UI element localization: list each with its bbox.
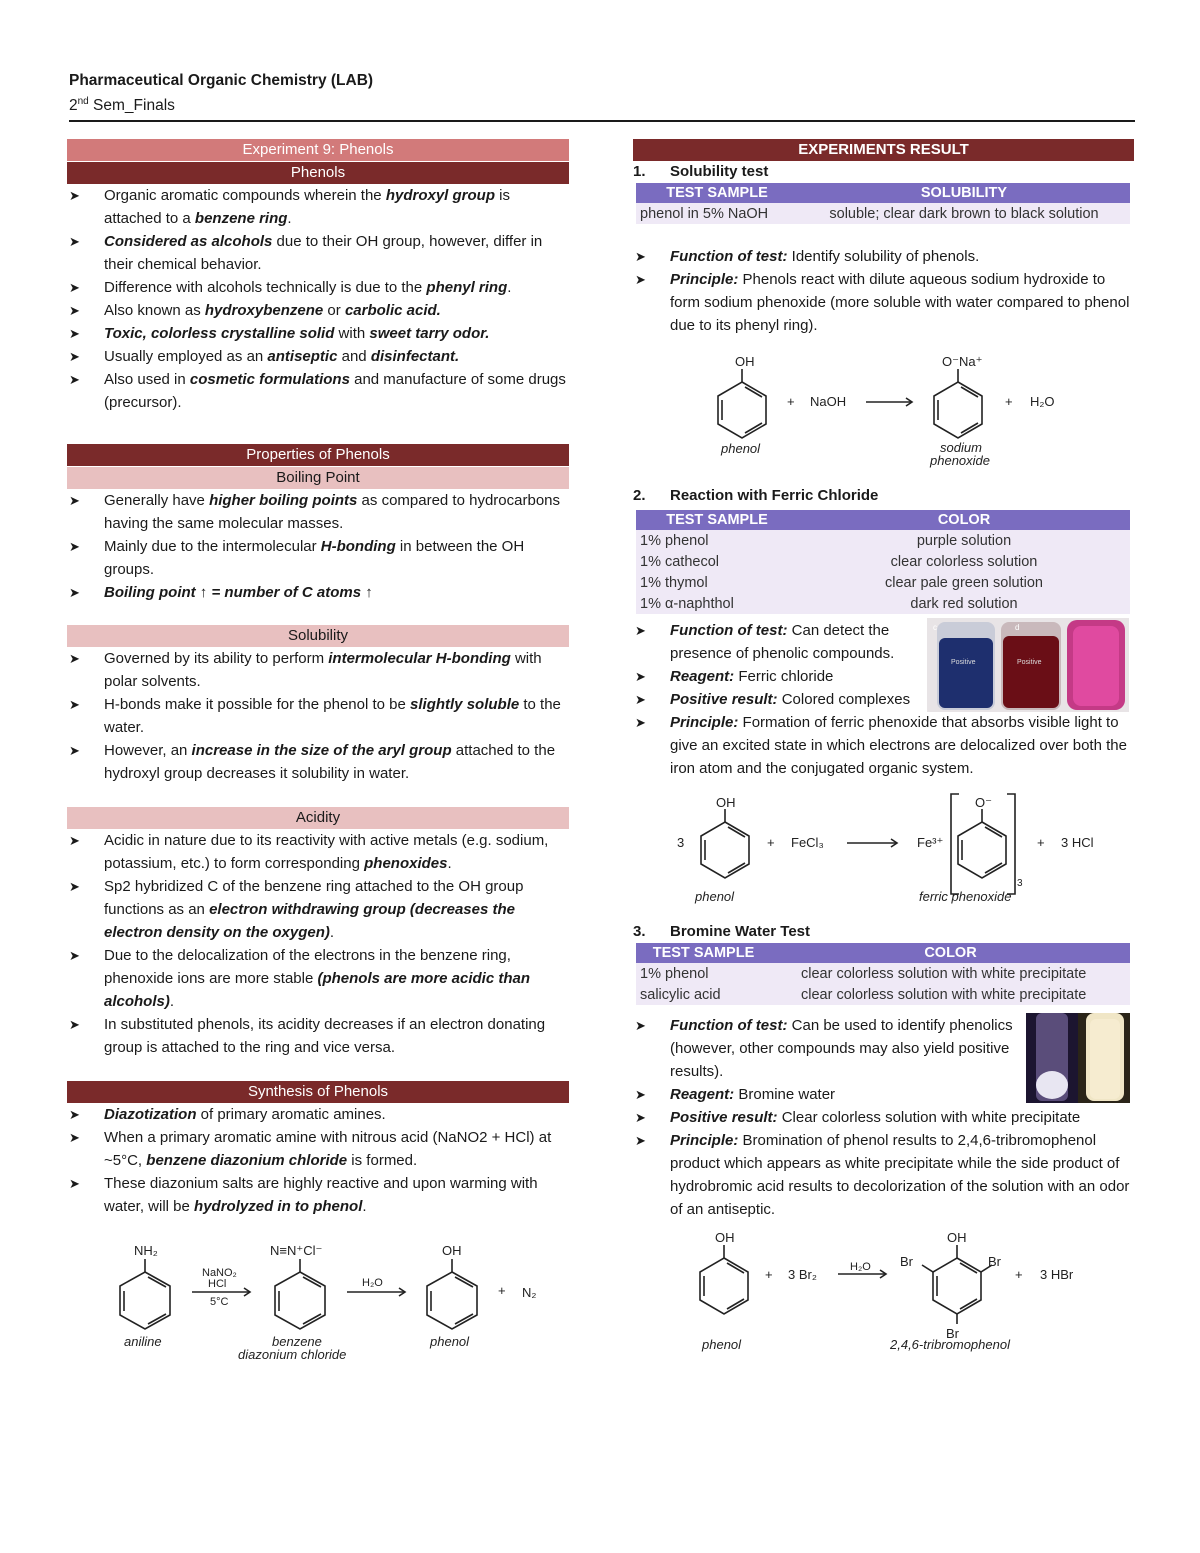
photo-label: d (1015, 623, 1020, 632)
table-cell: clear colorless solution with white precipitate (771, 963, 1130, 984)
bromine-label: 3 Br₂ (788, 1267, 817, 1282)
list-item: ➤ Reagent: Ferric chloride (633, 665, 923, 688)
list-item: ➤ Principle: Phenols react with dilute aqueous sodium hydroxide to form sodium phenoxide (more soluble with water compared to phenol due to its phenyl ring). (633, 268, 1134, 337)
ferric-phenoxide-scheme (675, 790, 1105, 908)
test-3-heading: 3. Bromine Water Test (633, 923, 811, 940)
list-item: ➤ Positive result: Colored complexes (633, 688, 923, 711)
left-column (67, 139, 569, 1218)
bromo-label: Br (900, 1254, 913, 1269)
solubility-table: TEST SAMPLE SOLUBILITY phenol in 5% NaOH soluble; clear dark brown to black solution (636, 183, 1130, 224)
phenols-heading: Phenols (67, 162, 569, 184)
fecl3-label: FeCl₃ (791, 835, 824, 850)
naoh-label: NaOH (810, 394, 847, 409)
oh-label: OH (735, 354, 755, 369)
ferric-phenoxide-label: ferric phenoxide (919, 889, 1012, 904)
document-subtitle: 2nd Sem_Finals (69, 96, 175, 115)
list-item: ➤ Boiling point ↑ = number of C atoms ↑ (67, 581, 569, 604)
reagent-temp: 5°C (210, 1296, 229, 1308)
phenol-label: phenol (702, 1337, 742, 1352)
bromo-label: Br (988, 1254, 1001, 1269)
boiling-point-heading: Boiling Point (67, 467, 569, 489)
list-item: ➤ Function of test: Identify solubility of phenols. (633, 245, 1134, 268)
list-item: ➤ When a primary aromatic amine with nitrous acid (NaNO2 + HCl) at ~5°C, benzene diazonium chloride is formed. (67, 1126, 569, 1172)
plus-sign: + (765, 1267, 773, 1282)
list-item: ➤ Governed by its ability to perform intermolecular H-bonding with polar solvents. (67, 647, 569, 693)
synthesis-list (67, 1103, 569, 1218)
phenoxide-label: phenoxide (930, 453, 990, 468)
list-item: ➤ Generally have higher boiling points as compared to hydrocarbons having the same molecular masses. (67, 489, 569, 535)
right-column (633, 139, 1134, 337)
plus-sign: + (787, 394, 795, 409)
synthesis-heading: Synthesis of Phenols (67, 1081, 569, 1103)
water-reagent: H₂O (362, 1277, 383, 1289)
oh-label: OH (715, 1230, 735, 1245)
solubility-heading: Solubility (67, 625, 569, 647)
table-cell: salicylic acid (636, 984, 771, 1005)
table-cell: 1% thymol (636, 572, 798, 593)
properties-heading: Properties of Phenols (67, 444, 569, 466)
table-cell: 1% cathecol (636, 551, 798, 572)
water-reagent: H₂O (850, 1261, 871, 1273)
test-3-list-b (633, 1106, 1134, 1221)
plus-sign: + (1015, 1267, 1023, 1282)
diazonium-label: N≡N⁺Cl⁻ (270, 1243, 323, 1258)
list-item: ➤ Sp2 hybridized C of the benzene ring attached to the OH group functions as an electron withdrawing group (decreases the electron density on the oxygen). (67, 875, 569, 944)
bromine-water-table: TEST SAMPLE COLOR 1% phenol clear colorless solution with white precipitate salicylic acid clear colorless solution with white precipitate (636, 943, 1130, 1005)
bromination-scheme (690, 1228, 1090, 1358)
list-item: ➤ Acidic in nature due to its reactivity with active metals (e.g. sodium, potassium, etc.) to form corresponding phenoxides. (67, 829, 569, 875)
photo-label: c (933, 623, 937, 632)
solubility-list (67, 647, 569, 785)
table-cell: phenol in 5% NaOH (636, 203, 798, 224)
oxide-label: O⁻ (975, 795, 992, 810)
acidity-heading: Acidity (67, 807, 569, 829)
list-item: ➤ In substituted phenols, its acidity decreases if an electron donating group is attached to the ring and vice versa. (67, 1013, 569, 1059)
oh-label: OH (716, 795, 736, 810)
n2-label: N₂ (522, 1285, 537, 1300)
table-cell: 1% phenol (636, 530, 798, 551)
list-item: ➤ Positive result: Clear colorless solution with white precipitate (633, 1106, 1134, 1129)
table-cell: dark red solution (798, 593, 1130, 614)
oh-label: OH (947, 1230, 967, 1245)
nh2-label: NH₂ (134, 1243, 158, 1258)
photo-label: Positive (951, 659, 976, 666)
phenoxide-scheme (700, 352, 1080, 470)
plus-sign: + (1037, 835, 1045, 850)
photo-label: Positive (1017, 659, 1042, 666)
tribromophenol-label: 2,4,6-tribromophenol (890, 1337, 1010, 1352)
test-2-list-a (633, 619, 923, 711)
phenols-list (67, 184, 569, 414)
list-item: ➤ Due to the delocalization of the electrons in the benzene ring, phenoxide ions are more stable (phenols are more acidic than alcohols). (67, 944, 569, 1013)
list-item: ➤ Difference with alcohols technically is due to the phenyl ring. (67, 276, 569, 299)
list-item: ➤ Function of test: Can detect the presence of phenolic compounds. (633, 619, 923, 665)
synthesis-scheme (100, 1235, 560, 1365)
results-heading: EXPERIMENTS RESULT (633, 139, 1134, 161)
list-item: ➤ Function of test: Can be used to identify phenolics (however, other compounds may also yield positive results). (633, 1014, 1018, 1083)
list-item: ➤ Principle: Formation of ferric phenoxide that absorbs visible light to give an excited state in which electrons are delocalized over both the iron atom and the conjugated organic system. (633, 711, 1134, 780)
table-cell: clear colorless solution with white precipitate (771, 984, 1130, 1005)
header-rule (69, 120, 1135, 122)
phenol-label: phenol (430, 1334, 470, 1349)
list-item: ➤ Organic aromatic compounds wherein the hydroxyl group is attached to a benzene ring. (67, 184, 569, 230)
table-cell: 1% α-naphthol (636, 593, 798, 614)
hcl-label: 3 HCl (1061, 835, 1094, 850)
list-item: ➤ Mainly due to the intermolecular H-bonding in between the OH groups. (67, 535, 569, 581)
acidity-list (67, 829, 569, 1059)
bromine-water-photo (1026, 1013, 1130, 1103)
sodium-ion-label: O⁻Na⁺ (942, 354, 983, 369)
list-item: ➤ Toxic, colorless crystalline solid with sweet tarry odor. (67, 322, 569, 345)
reagent-nano2: NaNO₂ (202, 1267, 237, 1279)
boiling-point-list (67, 489, 569, 604)
list-item: ➤ Reagent: Bromine water (633, 1083, 1018, 1106)
document-title: Pharmaceutical Organic Chemistry (LAB) (69, 72, 374, 89)
ferric-chloride-photo (927, 618, 1129, 712)
aniline-label: aniline (124, 1334, 162, 1349)
sodium-label: sodium (940, 440, 982, 455)
list-item: ➤ However, an increase in the size of the aryl group attached to the hydroxyl group decreases it solubility in water. (67, 739, 569, 785)
list-item: ➤ Diazotization of primary aromatic amines. (67, 1103, 569, 1126)
benzene-label: benzene (272, 1334, 322, 1349)
plus-sign: + (1005, 394, 1013, 409)
list-item: ➤ Considered as alcohols due to their OH group, however, differ in their chemical behavior. (67, 230, 569, 276)
table-cell: clear colorless solution (798, 551, 1130, 572)
table-cell: soluble; clear dark brown to black solution (798, 203, 1130, 224)
list-item: ➤ H-bonds make it possible for the phenol to be slightly soluble to the water. (67, 693, 569, 739)
plus-sign: + (498, 1283, 506, 1298)
list-item: ➤ Also known as hydroxybenzene or carbolic acid. (67, 299, 569, 322)
water-label: H₂O (1030, 394, 1055, 409)
test-3-list-a (633, 1014, 1018, 1106)
diazonium-name: diazonium chloride (238, 1347, 347, 1362)
phenol-label: phenol (721, 441, 761, 456)
experiment-title: Experiment 9: Phenols (67, 139, 569, 161)
table-cell: purple solution (798, 530, 1130, 551)
ferric-chloride-table: TEST SAMPLE COLOR 1% phenol purple solution 1% cathecol clear colorless solution 1% thymol clear pale green solution 1% α-naphthol dark red solution (636, 510, 1130, 614)
table-cell: 1% phenol (636, 963, 771, 984)
test-1-heading: 1. Solubility test (633, 163, 769, 180)
table-cell: clear pale green solution (798, 572, 1130, 593)
list-item: ➤ Principle: Bromination of phenol results to 2,4,6-tribromophenol product which appears as white precipitate while the side product of hydrobromic acid results to decolorization of the solution with an odor of an antiseptic. (633, 1129, 1134, 1221)
phenol-label: phenol (695, 889, 735, 904)
test-1-list (633, 245, 1134, 337)
test-2-heading: 2. Reaction with Ferric Chloride (633, 487, 879, 504)
oh-label: OH (442, 1243, 462, 1258)
test-2-list-b (633, 711, 1134, 780)
coefficient-label: 3 (677, 835, 685, 850)
subscript-label: 3 (1017, 878, 1023, 889)
list-item: ➤ These diazonium salts are highly reactive and upon warming with water, will be hydrolyzed in to phenol. (67, 1172, 569, 1218)
list-item: ➤ Also used in cosmetic formulations and manufacture of some drugs (precursor). (67, 368, 569, 414)
bromo-label: Br (946, 1326, 959, 1341)
list-item: ➤ Usually employed as an antiseptic and disinfectant. (67, 345, 569, 368)
reagent-hcl: HCl (208, 1278, 227, 1290)
iron-ion-label: Fe³⁺ (917, 835, 944, 850)
plus-sign: + (767, 835, 775, 850)
hbr-label: 3 HBr (1040, 1267, 1074, 1282)
